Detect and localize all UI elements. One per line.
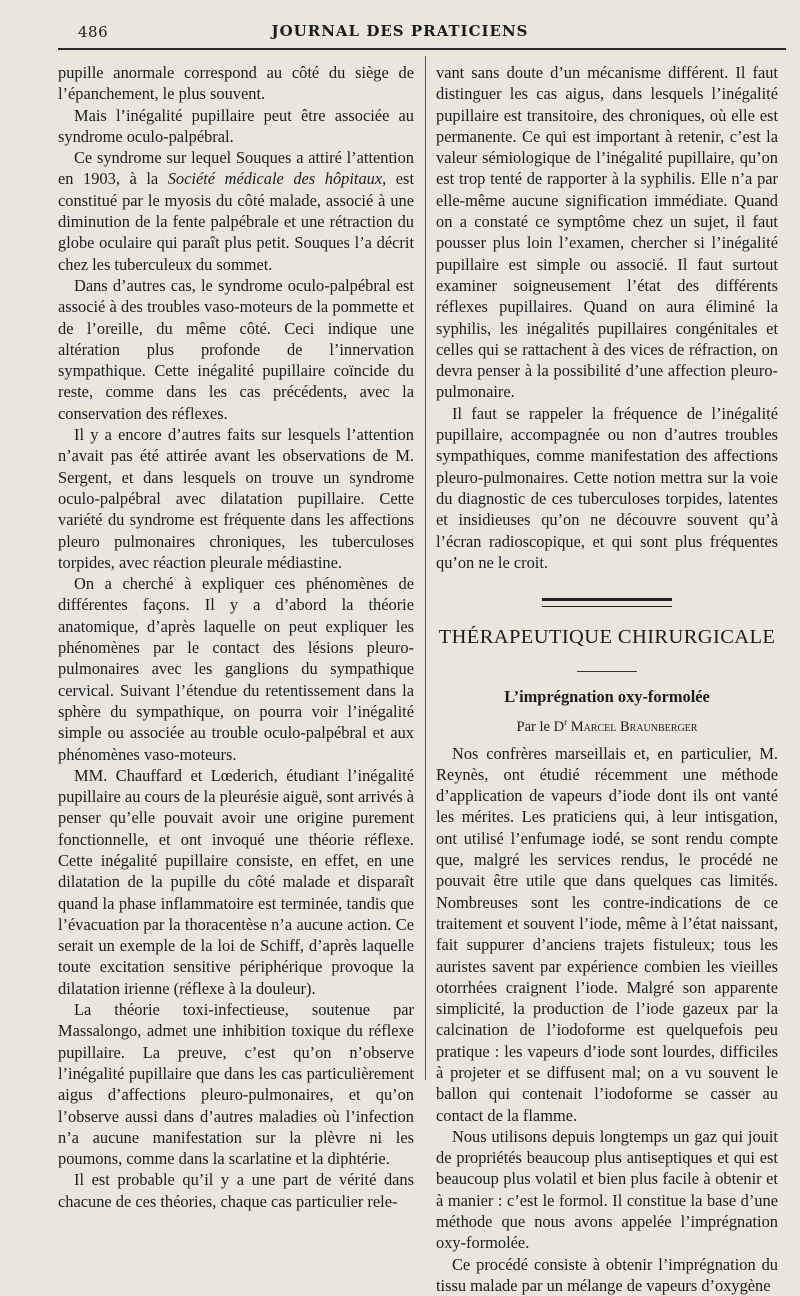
left-paragraph: Il y a encore d’autres faits sur lesquels l’attention n’avait pas été attirée avant les observations de M. Sergent, et dans lesquels on trouve un syndrome oculo-palpébral avec dilatation pupillaire. Cette variété du syndrome est fréquente dans les affections pleuro pulmonaires chroniques, les tuberculoses torpides, avec réaction pleurale médiastine. (58, 425, 414, 572)
paragraph-text: est constitué par le myosis du côté malade, associé à une diminution de la fente palpébrale et une rétraction du globe oculaire qui paraît plus petit. Souques l’a décrit chez les tuberculeux du sommet. (58, 169, 414, 274)
italic-society-name: Société médicale des hôpitaux, (167, 169, 387, 189)
right-paragraph: Il faut se rappeler la fréquence de l’inégalité pupillaire, accompagnée ou non d’autres troubles sympathiques, comme manifestation des affections pleuro-pulmonaires. Cette notion mettra sur la voie du diagnostic de ces tuberculoses torpides, latentes et insidieuses qu’on ne découvre souvent qu’à l’écran radioscopique, et qui sont plus fréquentes qu’on ne le croit. (436, 403, 778, 572)
left-paragraph: Dans d’autres cas, le syndrome oculo-palpébral est associé à des troubles vaso-moteurs de la pommette et de l’oreille, du même côté. Ceci indique une altération plus profonde de l’innervation sympathique. Cette inégalité pupillaire coïncide du reste, comme dans les cas précédents, avec la conservation des réflexes. (58, 275, 414, 423)
byline (436, 712, 778, 737)
page-number: 486 (78, 23, 109, 41)
author-name: Marcel Braunberger (570, 718, 698, 735)
left-paragraph: Mais l’inégalité pupillaire peut être associée au syndrome oculo-palpébral. (58, 105, 414, 146)
left-column (58, 62, 414, 1212)
left-paragraph (58, 147, 414, 275)
left-paragraph: La théorie toxi-infectieuse, soutenue par Massalongo, admet une inhibition toxique du réflexe pupillaire. La preuve, c’est qu’on n’observe l’inégalité pupillaire que dans les cas particulièrement aigus d’affections pleuro-pulmonaires, et qu’on l’observe aussi dans d’autres maladies où l’infection n’a aucune manifestation sur la plèvre ni les poumons, comme dans la scarlatine et la diphtérie. (58, 1000, 414, 1169)
left-paragraph: MM. Chauffard et Lœderich, étudiant l’inégalité pupillaire au cours de la pleurésie aiguë, sont arrivés à penser qu’elle pouvait avoir une origine purement fonctionnelle, et ont invoqué une théorie réflexe. Cette inégalité pupillaire consiste, en effet, en une dilatation de la pupille du côté malade et disparaît quand la phase inflammatoire est terminée, tandis que l’évacuation par la thoracentèse n’a aucune action. Ce serait un exemple de la loi de Schiff, d’après laquelle toute excitation sensitive périphérique provoque la dilatation irienne (réflexe à la douleur). (58, 765, 414, 998)
byline-prefix: Par le D (516, 718, 565, 735)
byline-superscript: r (564, 716, 568, 727)
section-separator (436, 591, 778, 612)
short-rule (577, 671, 637, 672)
right-paragraph: vant sans doute d’un mécanisme différent. Il faut distinguer les cas aigus, dans lesquels l’inégalité pupillaire est transitoire, des chroniques, où elle est permanente. Ce qui est important à retenir, c’est la valeur sémiologique de l’inégalité pupillaire, qu’on est trop tenté de rapporter à la syphilis. Elle n’a par elle-même aucune signification immédiate. Quand on a constaté ce symptôme chez un sujet, il faut pousser plus loin l’examen, chercher si l’inégalité pupillaire est simple ou associé. Il faut surtout examiner soigneusement l’état des différents réflexes pupillaires. Quand on aura éliminé la syphilis, les inégalités pupillaires congénitales et celles qui se rattachent à des vices de réfraction, on devra penser à la possibilité d’une affection pleuro-pulmonaire. (436, 63, 778, 402)
left-paragraph: pupille anormale correspond au côté du siège de l’épanchement, le plus souvent. (58, 63, 414, 104)
column-divider (425, 56, 426, 1080)
article-title: L’imprégnation oxy-formolée (504, 686, 710, 706)
left-paragraph: On a cherché à expliquer ces phénomènes de différentes façons. Il y a d’abord la théorie anatomique, d’après laquelle on peut expliquer les phénomènes par le contact des lésions pleuro-pulmonaires avec les ganglions du sympathique cervical. Suivant l’étendue du retentissement dans la sphère du sympathique, on pourra voir l’inégalité simple ou associée au trouble oculo-palpébral et aux phénomènes vaso-moteurs. (58, 574, 414, 764)
right-paragraph: Nous utilisons depuis longtemps un gaz qui jouit de propriétés beaucoup plus antiseptiques et qui est beaucoup plus volatil et bien plus facile à obtenir et à manier : c’est le formol. Il constitue la base d’une méthode que nous avons appelée l’imprégnation oxy-formolée. (436, 1126, 778, 1253)
left-paragraph: Il est probable qu’il y a une part de vérité dans chacune de ces théories, chaque cas particulier rele- (58, 1170, 414, 1211)
title-rule (436, 656, 778, 677)
right-paragraph: Nos confrères marseillais et, en particulier, M. Reynès, ont étudié récemment une méthode d’application de vapeurs d’iode dont ils ont vanté les mérites. Les praticiens qui, à leur intisgation, ont utilisé l’enfumage iodé, se sont rendu compte que, malgré les services rendus, le procédé ne pouvait être utile que dans quelques cas limités. Nombreuses sont les contre-indications de ce traitement et souvent l’iode, même à l’état naissant, fait suppurer d’anciens trajets fistuleux; tous les auristes savent par expérience combien les vieilles otorrhées craignent l’iode. Malgré son apparente simplicité, la production de l’iode gazeux par la calcination de l’iodoforme est quelquefois peu pratique : les vapeurs d’iode sont lourdes, difficiles à projeter et se diffusent mal; on a vu souvent le ballon qui contenait l’iodoforme se casser au contact de la flamme. (436, 743, 778, 1125)
double-rule (542, 598, 672, 607)
right-paragraph: Ce procédé consiste à obtenir l’imprégnation du tissu malade par un mélange de vapeurs d’oxygène (436, 1254, 778, 1295)
section-title: THÉRAPEUTIQUE CHIRURGICALE (438, 626, 776, 649)
running-head: JOURNAL DES PRATICIENS (271, 22, 529, 40)
paragraph-text: Ce syndrome sur lequel Souques a attiré l’attention en 1903, à la (58, 148, 414, 189)
right-column (436, 62, 778, 1296)
header-rule (58, 48, 786, 50)
